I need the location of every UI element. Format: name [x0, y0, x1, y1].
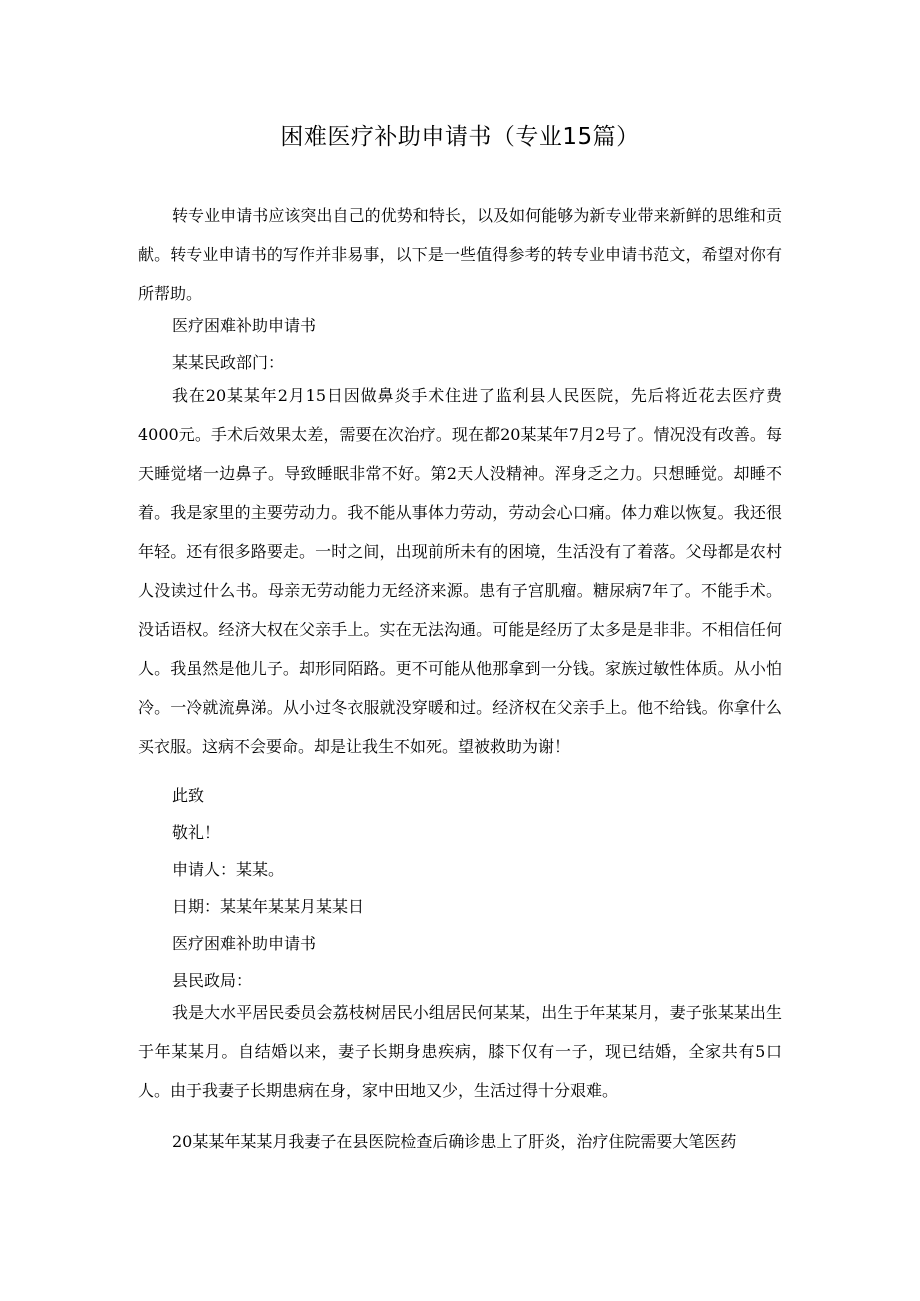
letter1-body: 我在20某某年2月15日因做鼻炎手术住进了监利县人民医院，先后将近花去医疗费4000元。手术后效果太差，需要在次治疗。现在都20某某年7月2号了。情况没有改善。每天睡觉堵一边鼻子。导致睡眠非常不好。第2天人没精神。浑身乏之力。只想睡觉。却睡不着。我是家里的主要劳动力。我不能从事体力劳动，劳动会心口痛。体力难以恢复。我还很年轻。还有很多路要走。一时之间，出现前所未有的困境，生活没有了着落。父母都是农村人没读过什么书。母亲无劳动能力无经济来源。患有子宫肌瘤。糖尿病7年了。不能手术。没话语权。经济大权在父亲手上。实在无法沟通。可能是经历了太多是是非非。不相信任何人。我虽然是他儿子。却形同陌路。更不可能从他那拿到一分钱。家族过敏性体质。从小怕冷。一冷就流鼻涕。从小过冬衣服就没穿暖和过。经济权在父亲手上。他不给钱。你拿什么买衣服。这病不会要命。却是让我生不如死。望被救助为谢！ — [138, 386, 782, 756]
intro-paragraph: 转专业申请书应该突出自己的优势和特长，以及如何能够为新专业带来新鲜的思维和贡献。转专业申请书的写作并非易事，以下是一些值得参考的转专业申请书范文，希望对你有所帮助。 — [138, 206, 782, 303]
document-title: 困难医疗补助申请书（专业15篇） — [280, 124, 640, 150]
letter2-salutation: 县民政局： — [172, 971, 253, 990]
letter1-applicant: 申请人：某某。 — [172, 860, 285, 879]
letter2-heading: 医疗困难补助申请书 — [172, 934, 317, 953]
letter1-closing-2: 敬礼！ — [172, 823, 221, 842]
letter1-closing-1: 此致 — [172, 786, 205, 805]
letter2-paragraph-1: 我是大水平居民委员会荔枝树居民小组居民何某某，出生于年某某月，妻子张某某出生于年某某月。自结婚以来，妻子长期身患疾病，膝下仅有一子，现已结婚，全家共有5口人。由于我妻子长期患病在身，家中田地又少，生活过得十分艰难。 — [138, 1003, 782, 1100]
letter1-salutation: 某某民政部门： — [172, 353, 285, 372]
letter1-heading: 医疗困难补助申请书 — [172, 316, 317, 335]
letter2-paragraph-2: 20某某年某某月我妻子在县医院检查后确诊患上了肝炎，治疗住院需要大笔医药 — [172, 1132, 737, 1151]
letter1-date: 日期：某某年某某月某某日 — [172, 897, 365, 916]
